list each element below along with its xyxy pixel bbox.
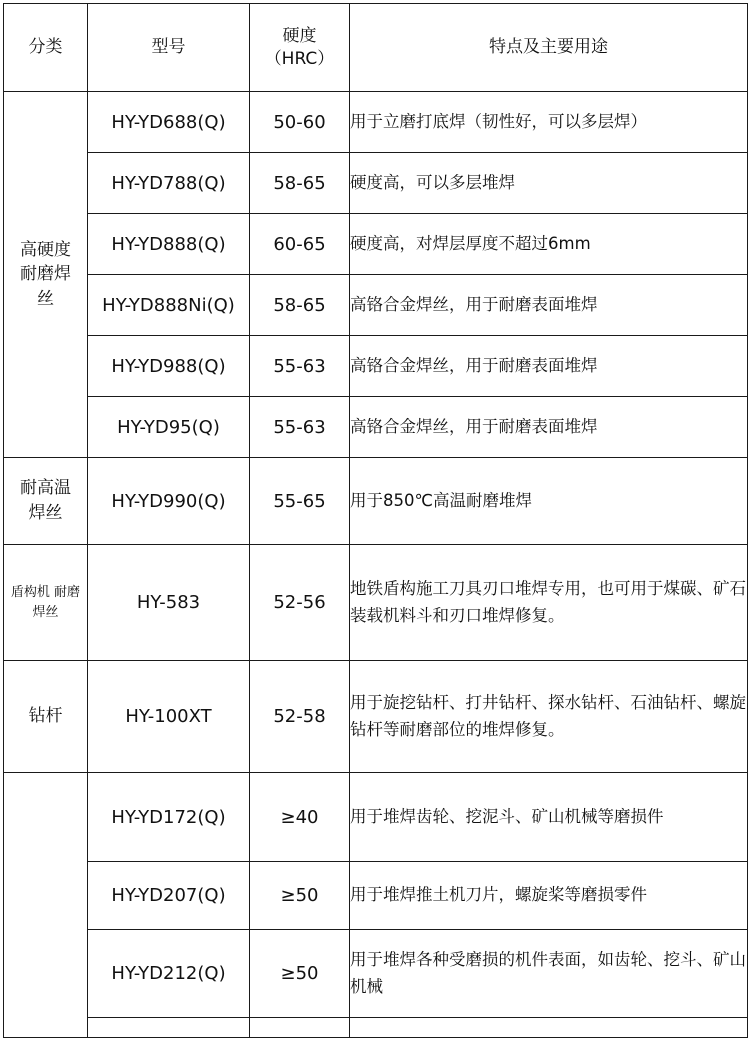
usage-cell: 用于850℃高温耐磨堆焊 xyxy=(350,458,748,545)
usage-cell: 高铬合金焊丝，用于耐磨表面堆焊 xyxy=(350,336,748,397)
category-cell: 盾构机 耐磨焊丝 xyxy=(4,545,88,661)
category-cell: 钻杆 xyxy=(4,661,88,773)
hardness-cell: 52-56 xyxy=(250,545,350,661)
table-row xyxy=(4,397,748,458)
usage-cell: 地铁盾构施工刀具刃口堆焊专用，也可用于煤碳、矿石装载机料斗和刃口堆焊修复。 xyxy=(350,545,748,661)
hardness-cell: ≥40 xyxy=(250,773,350,862)
hardness-cell: 58-65 xyxy=(250,275,350,336)
hardness-cell: 50-60 xyxy=(250,92,350,153)
usage-cell: 用于堆焊各种受磨损的机件表面，如齿轮、挖斗、矿山机械 xyxy=(350,930,748,1018)
model-cell: HY-583 xyxy=(88,545,250,661)
table-row xyxy=(4,862,748,930)
table-row xyxy=(4,336,748,397)
usage-cell xyxy=(350,1018,748,1038)
table-row xyxy=(4,275,748,336)
table-row xyxy=(4,545,748,661)
model-cell: HY-YD207(Q) xyxy=(88,862,250,930)
table-header-row xyxy=(4,4,748,92)
hardness-cell: 55-63 xyxy=(250,336,350,397)
model-cell: HY-100XT xyxy=(88,661,250,773)
hardness-cell: 55-63 xyxy=(250,397,350,458)
header-model: 型号 xyxy=(88,4,250,92)
table-row xyxy=(4,773,748,862)
category-cell: 耐高温焊丝 xyxy=(4,458,88,545)
usage-cell: 硬度高，可以多层堆焊 xyxy=(350,153,748,214)
category-cell xyxy=(4,773,88,1038)
table-row xyxy=(4,92,748,153)
hardness-cell: ≥50 xyxy=(250,862,350,930)
category-cell: 高硬度耐磨焊丝 xyxy=(4,92,88,458)
hardness-cell: 52-58 xyxy=(250,661,350,773)
model-cell xyxy=(88,1018,250,1038)
header-hardness-unit: （HRC） xyxy=(264,48,335,69)
hardness-cell: 55-65 xyxy=(250,458,350,545)
usage-cell: 用于堆焊推土机刀片，螺旋桨等磨损零件 xyxy=(350,862,748,930)
hardness-cell: 58-65 xyxy=(250,153,350,214)
header-category: 分类 xyxy=(4,4,88,92)
table-row xyxy=(4,1018,748,1038)
usage-cell: 高铬合金焊丝，用于耐磨表面堆焊 xyxy=(350,275,748,336)
usage-cell: 用于堆焊齿轮、挖泥斗、矿山机械等磨损件 xyxy=(350,773,748,862)
model-cell: HY-YD990(Q) xyxy=(88,458,250,545)
model-cell: HY-YD688(Q) xyxy=(88,92,250,153)
welding-wire-spec-table xyxy=(3,3,748,1038)
hardness-cell xyxy=(250,1018,350,1038)
header-hardness xyxy=(250,4,350,92)
table-row xyxy=(4,661,748,773)
usage-cell: 高铬合金焊丝，用于耐磨表面堆焊 xyxy=(350,397,748,458)
model-cell: HY-YD888Ni(Q) xyxy=(88,275,250,336)
model-cell: HY-YD988(Q) xyxy=(88,336,250,397)
usage-cell: 用于立磨打底焊（韧性好，可以多层焊） xyxy=(350,92,748,153)
model-cell: HY-YD172(Q) xyxy=(88,773,250,862)
header-hardness-label: 硬度 xyxy=(282,25,317,46)
hardness-cell: ≥50 xyxy=(250,930,350,1018)
model-cell: HY-YD888(Q) xyxy=(88,214,250,275)
table-row xyxy=(4,458,748,545)
usage-cell: 硬度高，对焊层厚度不超过6mm xyxy=(350,214,748,275)
model-cell: HY-YD95(Q) xyxy=(88,397,250,458)
usage-cell: 用于旋挖钻杆、打井钻杆、探水钻杆、石油钻杆、螺旋钻杆等耐磨部位的堆焊修复。 xyxy=(350,661,748,773)
model-cell: HY-YD212(Q) xyxy=(88,930,250,1018)
table-row xyxy=(4,214,748,275)
table-row xyxy=(4,930,748,1018)
header-usage: 特点及主要用途 xyxy=(350,4,748,92)
hardness-cell: 60-65 xyxy=(250,214,350,275)
model-cell: HY-YD788(Q) xyxy=(88,153,250,214)
table-row xyxy=(4,153,748,214)
